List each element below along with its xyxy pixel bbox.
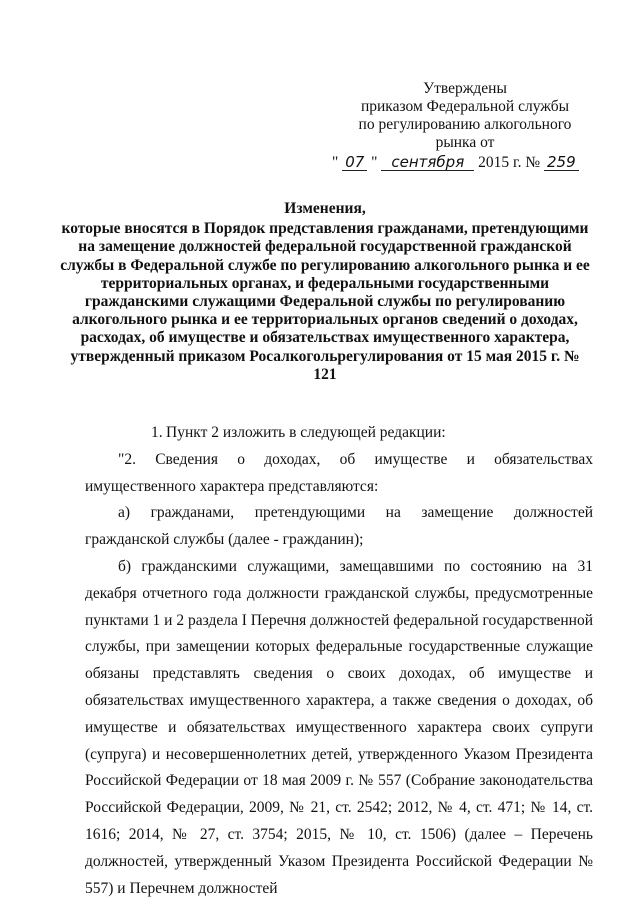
paragraph-3: б) гражданскими служащими, замещавшими по состоянию на 31 декабря отчетного года должности гражданской службы, предусмотренные пунктами 1 и 2 раздела I Перечня должностей федеральной государственной службы, при замещении которых федеральные государственные служащие обязаны представлять сведения о своих доходах, об имуществе и обязательствах имущественного характера, а также сведения о доходах, об имуществе и обязательствах имущественного характера своих супруги (супруга) и несовершеннолетних детей, утвержденного Указом Президента Российской Федерации от 18 мая 2009 г. № 557 (Собрание законодательства Российской Федерации, 2009, № 21, ст. 2542; 2012, № 4, ст. 471; № 14, ст. 1616; 2014, № 27, ст. 3754; 2015, № 10, ст. 1506) (далее – Перечень должностей, утвержденный Указом Президента Российской Федерации № 557) и Перечнем должностей <box>85 557 593 897</box>
approval-line-4: рынка от <box>435 134 495 151</box>
approval-line-1: Утверждены <box>423 80 507 97</box>
handwritten-order-number: 259 <box>544 154 579 171</box>
paragraph-1: "2. Сведения о доходах, об имуществе и обязательствах имущественного характера представляются: <box>85 450 593 495</box>
handwritten-month: сентября <box>381 154 474 171</box>
approval-line-3: по регулированию алкогольного <box>358 116 572 133</box>
approval-block <box>330 80 600 172</box>
list-item-1 <box>85 420 593 447</box>
date-open-quote: " <box>332 154 339 171</box>
document-heading <box>60 200 590 384</box>
date-year: 2015 г. № <box>478 154 541 171</box>
approval-date-line <box>330 154 600 172</box>
approval-line-2: приказом Федеральной службы <box>360 98 570 115</box>
handwritten-day: 07 <box>342 154 367 171</box>
document-body <box>85 420 593 902</box>
list-item-number: 1. <box>151 424 163 441</box>
heading-subtitle: которые вносятся в Порядок представления гражданами, претендующими на замещение должностей федеральной государственной гражданской службы в Федеральной службе по регулированию алкогольного рынка и ее территориальных органах, и федеральными государственными гражданскими служащими Федеральной службы по регулированию алкогольного рынка и ее территориальных органов сведений о доходах, расходах, об имуществе и обязательствах имущественного характера, утвержденный приказом Росалкогольрегулирования от 15 мая 2015 г. № 121 <box>60 220 590 383</box>
list-item-text: Пункт 2 изложить в следующей редакции: <box>166 424 446 441</box>
paragraph-2: а) гражданами, претендующими на замещение должностей гражданской службы (далее - гражданин); <box>85 504 593 549</box>
heading-title: Изменения, <box>284 200 366 217</box>
date-close-quote: " <box>371 154 378 171</box>
